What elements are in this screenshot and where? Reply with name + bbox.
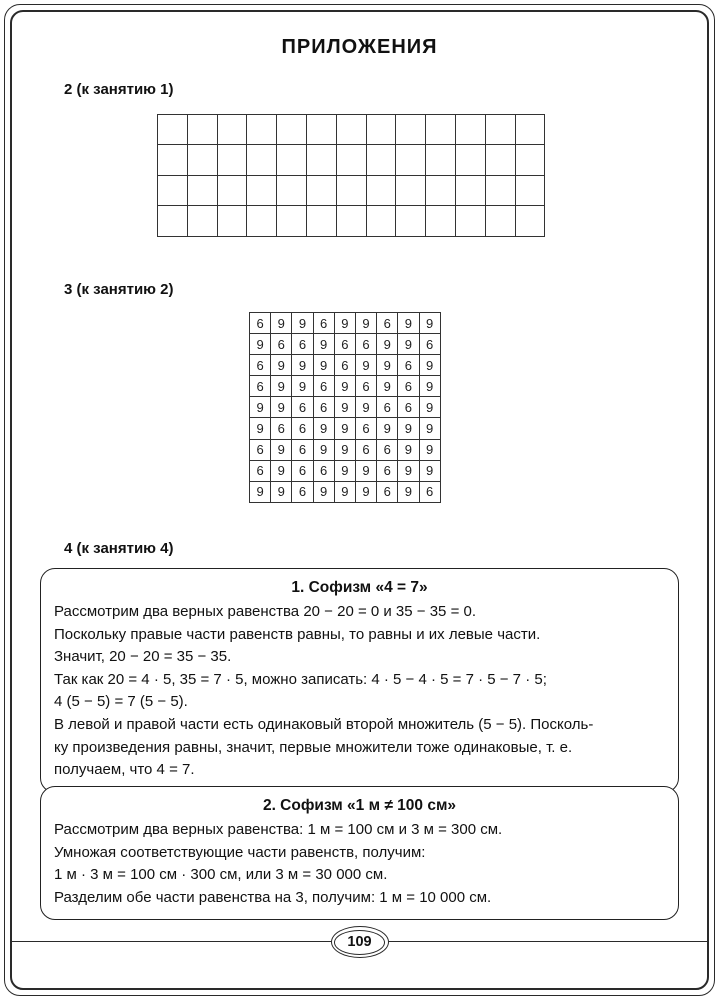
digit-cell: 6 bbox=[355, 376, 376, 397]
empty-grid-cell bbox=[366, 175, 396, 205]
empty-grid-cell bbox=[485, 206, 515, 236]
empty-grid-cell bbox=[277, 145, 307, 175]
digit-cell: 9 bbox=[355, 313, 376, 334]
empty-grid-cell bbox=[247, 206, 277, 236]
text-line: Так как 20 = 4 · 5, 35 = 7 · 5, можно записать: 4 · 5 − 4 · 5 = 7 · 5 − 7 · 5; bbox=[54, 670, 547, 688]
digit-cell: 9 bbox=[292, 355, 313, 376]
digit-cell: 9 bbox=[334, 439, 355, 460]
text-line: 1 м · 3 м = 100 см · 300 см, или 3 м = 30 000 см. bbox=[54, 866, 388, 884]
digit-cell: 9 bbox=[355, 481, 376, 502]
text-line: Значит, 20 − 20 = 35 − 35. bbox=[54, 648, 232, 666]
empty-grid-cell bbox=[247, 175, 277, 205]
text-line: Умножая соответствующие части равенств, получим: bbox=[54, 843, 426, 861]
empty-grid-cell bbox=[455, 145, 485, 175]
digit-cell: 9 bbox=[334, 460, 355, 481]
digit-grid-row bbox=[250, 376, 441, 397]
digit-cell: 9 bbox=[292, 313, 313, 334]
digit-cell: 6 bbox=[313, 460, 334, 481]
digit-cell: 9 bbox=[271, 460, 292, 481]
empty-grid-cell bbox=[306, 206, 336, 236]
digit-cell: 6 bbox=[377, 460, 398, 481]
digit-cell: 9 bbox=[355, 397, 376, 418]
digit-cell: 9 bbox=[313, 334, 334, 355]
digit-cell: 9 bbox=[250, 481, 271, 502]
digit-cell: 9 bbox=[313, 439, 334, 460]
digit-cell: 9 bbox=[355, 355, 376, 376]
digit-cell: 9 bbox=[419, 418, 440, 439]
digit-cell: 6 bbox=[419, 334, 440, 355]
digit-cell: 9 bbox=[271, 355, 292, 376]
digit-cell: 6 bbox=[271, 418, 292, 439]
digit-cell: 6 bbox=[313, 397, 334, 418]
digit-cell: 6 bbox=[250, 439, 271, 460]
sophism-1-title: 1. Софизм «4 = 7» bbox=[291, 579, 428, 596]
digit-cell: 9 bbox=[313, 481, 334, 502]
digit-cell: 6 bbox=[398, 376, 419, 397]
empty-grid-cell bbox=[306, 145, 336, 175]
empty-grid-cell bbox=[485, 145, 515, 175]
empty-grid-cell bbox=[426, 145, 456, 175]
text-line: 4 (5 − 5) = 7 (5 − 5). bbox=[54, 693, 188, 711]
digit-cell: 6 bbox=[355, 418, 376, 439]
digit-cell: 6 bbox=[377, 439, 398, 460]
digit-cell: 9 bbox=[377, 376, 398, 397]
digit-cell: 6 bbox=[398, 397, 419, 418]
empty-grid-cell bbox=[485, 115, 515, 145]
digit-cell: 9 bbox=[271, 397, 292, 418]
digit-cell: 6 bbox=[355, 439, 376, 460]
digit-cell: 9 bbox=[271, 376, 292, 397]
digit-cell: 6 bbox=[334, 355, 355, 376]
digit-cell: 6 bbox=[292, 460, 313, 481]
empty-grid-cell bbox=[336, 206, 366, 236]
digit-grid-row bbox=[250, 334, 441, 355]
digit-cell: 9 bbox=[398, 460, 419, 481]
digit-cell: 6 bbox=[377, 313, 398, 334]
digit-cell: 9 bbox=[398, 334, 419, 355]
empty-grid-cell bbox=[515, 115, 545, 145]
empty-grid-cell bbox=[455, 206, 485, 236]
digit-cell: 6 bbox=[292, 418, 313, 439]
empty-grid-cell bbox=[158, 206, 188, 236]
digit-cell: 6 bbox=[292, 481, 313, 502]
digit-cell: 6 bbox=[334, 334, 355, 355]
digit-cell: 9 bbox=[334, 418, 355, 439]
digit-cell: 9 bbox=[250, 418, 271, 439]
empty-grid-cell bbox=[366, 206, 396, 236]
empty-grid-cell bbox=[396, 206, 426, 236]
page-number-badge bbox=[331, 926, 389, 958]
digit-cell: 9 bbox=[377, 418, 398, 439]
sophism-box-1 bbox=[40, 568, 679, 793]
digit-grid-row bbox=[250, 418, 441, 439]
empty-grid-cell bbox=[217, 115, 247, 145]
digit-cell: 9 bbox=[250, 334, 271, 355]
digit-cell: 9 bbox=[377, 334, 398, 355]
empty-grid-cell bbox=[455, 115, 485, 145]
empty-grid-cell bbox=[426, 115, 456, 145]
digit-grid-row bbox=[250, 313, 441, 334]
digit-cell: 9 bbox=[398, 439, 419, 460]
page-title: ПРИЛОЖЕНИЯ bbox=[281, 36, 438, 58]
text-line: ку произведения равны, значит, первые множители тоже одинаковые, т. е. bbox=[54, 738, 573, 756]
sophism-box-2 bbox=[40, 786, 679, 920]
empty-grid-row bbox=[158, 145, 545, 175]
empty-grid-cell bbox=[336, 145, 366, 175]
digit-grid-table bbox=[249, 312, 441, 503]
empty-grid-cell bbox=[336, 115, 366, 145]
digit-cell: 6 bbox=[355, 334, 376, 355]
digit-cell: 6 bbox=[292, 439, 313, 460]
empty-grid-row bbox=[158, 206, 545, 236]
digit-grid-row bbox=[250, 355, 441, 376]
empty-grid-cell bbox=[187, 175, 217, 205]
empty-grid-cell bbox=[515, 206, 545, 236]
empty-grid-cell bbox=[515, 175, 545, 205]
digit-cell: 9 bbox=[250, 397, 271, 418]
digit-cell: 9 bbox=[271, 481, 292, 502]
empty-grid-cell bbox=[515, 145, 545, 175]
page-number: 109 bbox=[347, 934, 372, 950]
digit-grid-row bbox=[250, 397, 441, 418]
empty-grid-cell bbox=[247, 145, 277, 175]
digit-cell: 9 bbox=[419, 355, 440, 376]
empty-grid-cell bbox=[366, 145, 396, 175]
digit-cell: 6 bbox=[250, 376, 271, 397]
digit-cell: 9 bbox=[398, 313, 419, 334]
empty-grid-cell bbox=[426, 206, 456, 236]
digit-cell: 9 bbox=[419, 397, 440, 418]
section-label-3: 3 (к занятию 2) bbox=[64, 281, 174, 298]
digit-cell: 9 bbox=[419, 313, 440, 334]
text-line: Поскольку правые части равенств равны, то равны и их левые части. bbox=[54, 625, 541, 643]
empty-grid-cell bbox=[277, 175, 307, 205]
sophism-2-text bbox=[54, 819, 665, 909]
digit-grid-row bbox=[250, 439, 441, 460]
empty-grid-cell bbox=[336, 175, 366, 205]
digit-cell: 6 bbox=[250, 355, 271, 376]
empty-grid-cell bbox=[396, 145, 426, 175]
digit-cell: 6 bbox=[313, 313, 334, 334]
digit-cell: 9 bbox=[334, 313, 355, 334]
empty-grid-cell bbox=[217, 206, 247, 236]
digit-cell: 9 bbox=[398, 481, 419, 502]
empty-grid-cell bbox=[158, 145, 188, 175]
digit-cell: 6 bbox=[419, 481, 440, 502]
empty-grid-cell bbox=[396, 115, 426, 145]
sophism-2-title: 2. Софизм «1 м ≠ 100 см» bbox=[262, 797, 457, 814]
digit-cell: 9 bbox=[377, 355, 398, 376]
digit-cell: 9 bbox=[419, 439, 440, 460]
digit-cell: 6 bbox=[292, 334, 313, 355]
digit-cell: 6 bbox=[377, 481, 398, 502]
empty-grid-cell bbox=[187, 145, 217, 175]
digit-cell: 9 bbox=[398, 418, 419, 439]
digit-cell: 9 bbox=[334, 397, 355, 418]
digit-cell: 6 bbox=[250, 313, 271, 334]
empty-grid-cell bbox=[187, 115, 217, 145]
digit-cell: 6 bbox=[377, 397, 398, 418]
digit-cell: 9 bbox=[271, 439, 292, 460]
empty-grid-cell bbox=[187, 206, 217, 236]
digit-cell: 9 bbox=[271, 313, 292, 334]
section-label-4: 4 (к занятию 4) bbox=[64, 540, 174, 557]
empty-grid-cell bbox=[217, 175, 247, 205]
text-line: Разделим обе части равенства на 3, получим: 1 м = 10 000 см. bbox=[54, 888, 492, 906]
sophism-1-text bbox=[54, 601, 665, 782]
digit-cell: 9 bbox=[292, 376, 313, 397]
empty-grid-cell bbox=[277, 115, 307, 145]
digit-cell: 9 bbox=[313, 418, 334, 439]
digit-grid-row bbox=[250, 460, 441, 481]
empty-grid-cell bbox=[426, 175, 456, 205]
digit-cell: 6 bbox=[292, 397, 313, 418]
digit-cell: 9 bbox=[313, 355, 334, 376]
empty-grid-table bbox=[157, 114, 545, 237]
text-line: получаем, что 4 = 7. bbox=[54, 761, 195, 779]
digit-grid-row bbox=[250, 481, 441, 502]
digit-cell: 6 bbox=[250, 460, 271, 481]
text-line: Рассмотрим два верных равенства: 1 м = 100 см и 3 м = 300 см. bbox=[54, 821, 503, 838]
digit-cell: 9 bbox=[419, 376, 440, 397]
empty-grid-cell bbox=[485, 175, 515, 205]
digit-cell: 6 bbox=[271, 334, 292, 355]
empty-grid-cell bbox=[217, 145, 247, 175]
empty-grid-row bbox=[158, 115, 545, 145]
text-line: В левой и правой части есть одинаковый второй множитель (5 − 5). Посколь- bbox=[54, 715, 594, 733]
empty-grid-cell bbox=[455, 175, 485, 205]
digit-cell: 9 bbox=[334, 481, 355, 502]
digit-cell: 9 bbox=[355, 460, 376, 481]
empty-grid-cell bbox=[158, 115, 188, 145]
empty-grid-cell bbox=[158, 175, 188, 205]
digit-cell: 6 bbox=[313, 376, 334, 397]
text-line: Рассмотрим два верных равенства 20 − 20 = 0 и 35 − 35 = 0. bbox=[54, 603, 476, 620]
empty-grid-cell bbox=[306, 175, 336, 205]
digit-cell: 9 bbox=[334, 376, 355, 397]
empty-grid-cell bbox=[277, 206, 307, 236]
empty-grid-cell bbox=[306, 115, 336, 145]
digit-cell: 6 bbox=[398, 355, 419, 376]
empty-grid-row bbox=[158, 175, 545, 205]
digit-cell: 9 bbox=[419, 460, 440, 481]
empty-grid-cell bbox=[366, 115, 396, 145]
empty-grid-cell bbox=[247, 115, 277, 145]
empty-grid-cell bbox=[396, 175, 426, 205]
section-label-2: 2 (к занятию 1) bbox=[64, 81, 174, 98]
